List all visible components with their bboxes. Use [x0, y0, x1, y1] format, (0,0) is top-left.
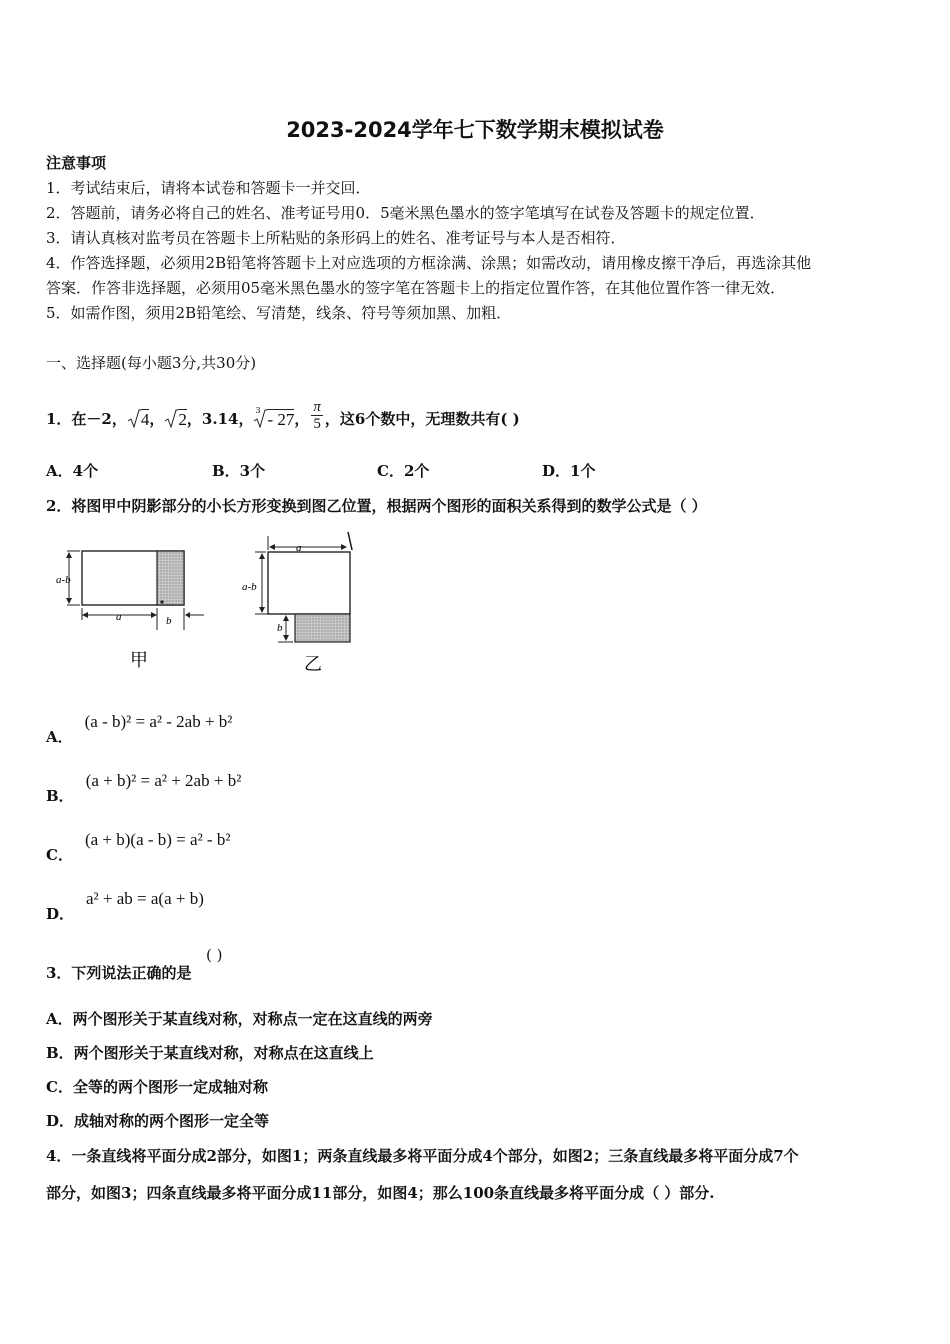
notice-item-1: 1．考试结束后，请将本试卷和答题卡一并交回．: [46, 179, 371, 197]
label-a-minus-b: a-b: [242, 581, 257, 593]
formula-b: (a + b)² = a² + 2ab + b²: [85, 771, 242, 790]
rect-yi: [268, 552, 350, 614]
q3-option-d[interactable]: D．成轴对称的两个图形一定全等: [46, 1112, 270, 1130]
q1-prefix: 1．在－2，: [46, 410, 127, 428]
value-3-14: 3.14，: [201, 410, 254, 428]
sqrt-2: 2: [164, 408, 187, 430]
cube-root-neg27: 3 - 27: [255, 405, 295, 429]
notice-item-2: 2．答题前，请务必将自己的姓名、准考证号用0．5毫米黑色墨水的签字笔填写在试卷及答题卡的规定位置．: [46, 204, 765, 222]
comma: ，: [294, 410, 310, 428]
question-4-line-2: 部分，如图3；四条直线最多将平面分成11部分，如图4；那么100条直线最多将平面分成（ ）部分.: [46, 1184, 715, 1202]
notice-item-4: 4．作答选择题，必须用2B铅笔将答题卡上对应选项的方框涂满、涂黑；如需改动，请用橡皮擦干净后，再选涂其他: [46, 254, 812, 272]
q3-option-b[interactable]: B．两个图形关于某直线对称，对称点在这直线上: [46, 1044, 374, 1062]
notice-heading: 注意事项: [46, 154, 107, 172]
q2-option-c[interactable]: C． (a + b)(a - b) = a² - b²: [46, 830, 231, 864]
figure-yi: [240, 528, 370, 678]
label-b: b: [277, 622, 283, 634]
section-heading: 一、选择题(每小题3分,共30分): [46, 354, 257, 372]
comma: ，: [186, 410, 202, 428]
q3-paren: ( ): [206, 946, 223, 964]
q1-option-b[interactable]: B．3个: [212, 462, 266, 480]
notice-item-4-cont: 答案．作答非选择题，必须用05毫米黑色墨水的签字笔在答题卡上的指定位置作答，在其他位置作答一律无效．: [46, 279, 786, 297]
notice-item-3: 3．请认真核对监考员在答题卡上所粘贴的条形码上的姓名、准考证号与本人是否相符．: [46, 229, 626, 247]
q1-option-a[interactable]: A．4个: [46, 462, 99, 480]
formula-d: a² + ab = a(a + b): [86, 889, 204, 908]
formula-c: (a + b)(a - b) = a² - b²: [84, 830, 231, 849]
caption-yi: 乙: [304, 654, 322, 675]
radical-sign-icon: [127, 408, 141, 430]
q3-option-c[interactable]: C．全等的两个图形一定成轴对称: [46, 1078, 268, 1096]
q2-option-a[interactable]: A． (a - b)² = a² - 2ab + b²: [46, 712, 233, 746]
question-4-line-1: 4．一条直线将平面分成2部分，如图1；两条直线最多将平面分成4个部分，如图2；三条直线最多将平面分成7个: [46, 1147, 799, 1165]
q1-suffix: ，这6个数中，无理数共有( ): [324, 410, 520, 428]
sqrt-4: 4: [127, 408, 150, 430]
notice-item-5: 5．如需作图，须用2B铅笔绘、写清楚，线条、符号等须加黑、加粗．: [46, 304, 512, 322]
q1-option-d[interactable]: D．1个: [542, 462, 596, 480]
label-a: a: [296, 542, 302, 554]
caption-jia: 甲: [130, 650, 148, 671]
formula-a: (a - b)² = a² - 2ab + b²: [84, 712, 233, 731]
comma: ，: [149, 410, 165, 428]
shaded-rect-jia: [157, 551, 184, 605]
label-a-minus-b: a-b: [56, 574, 71, 586]
question-3: 3．下列说法正确的是: [46, 964, 192, 982]
label-b: b: [166, 615, 172, 627]
fraction-pi-over-5: π 5: [313, 399, 321, 432]
q2-option-d[interactable]: D． a² + ab = a(a + b): [46, 889, 204, 923]
question-2: 2．将图甲中阴影部分的小长方形变换到图乙位置，根据两个图形的面积关系得到的数学公式是（ ）: [46, 497, 707, 515]
q3-option-a[interactable]: A．两个图形关于某直线对称，对称点一定在这直线的两旁: [46, 1010, 433, 1028]
label-a: a: [116, 611, 122, 623]
radical-sign-icon: [164, 408, 178, 430]
page-title: 2023-2024学年七下数学期末模拟试卷: [286, 118, 664, 142]
q2-option-b[interactable]: B． (a + b)² = a² + 2ab + b²: [46, 771, 242, 805]
q1-option-c[interactable]: C．2个: [377, 462, 430, 480]
shaded-rect-yi: [295, 614, 350, 642]
figure-jia: [52, 540, 222, 680]
question-1: [46, 399, 520, 435]
